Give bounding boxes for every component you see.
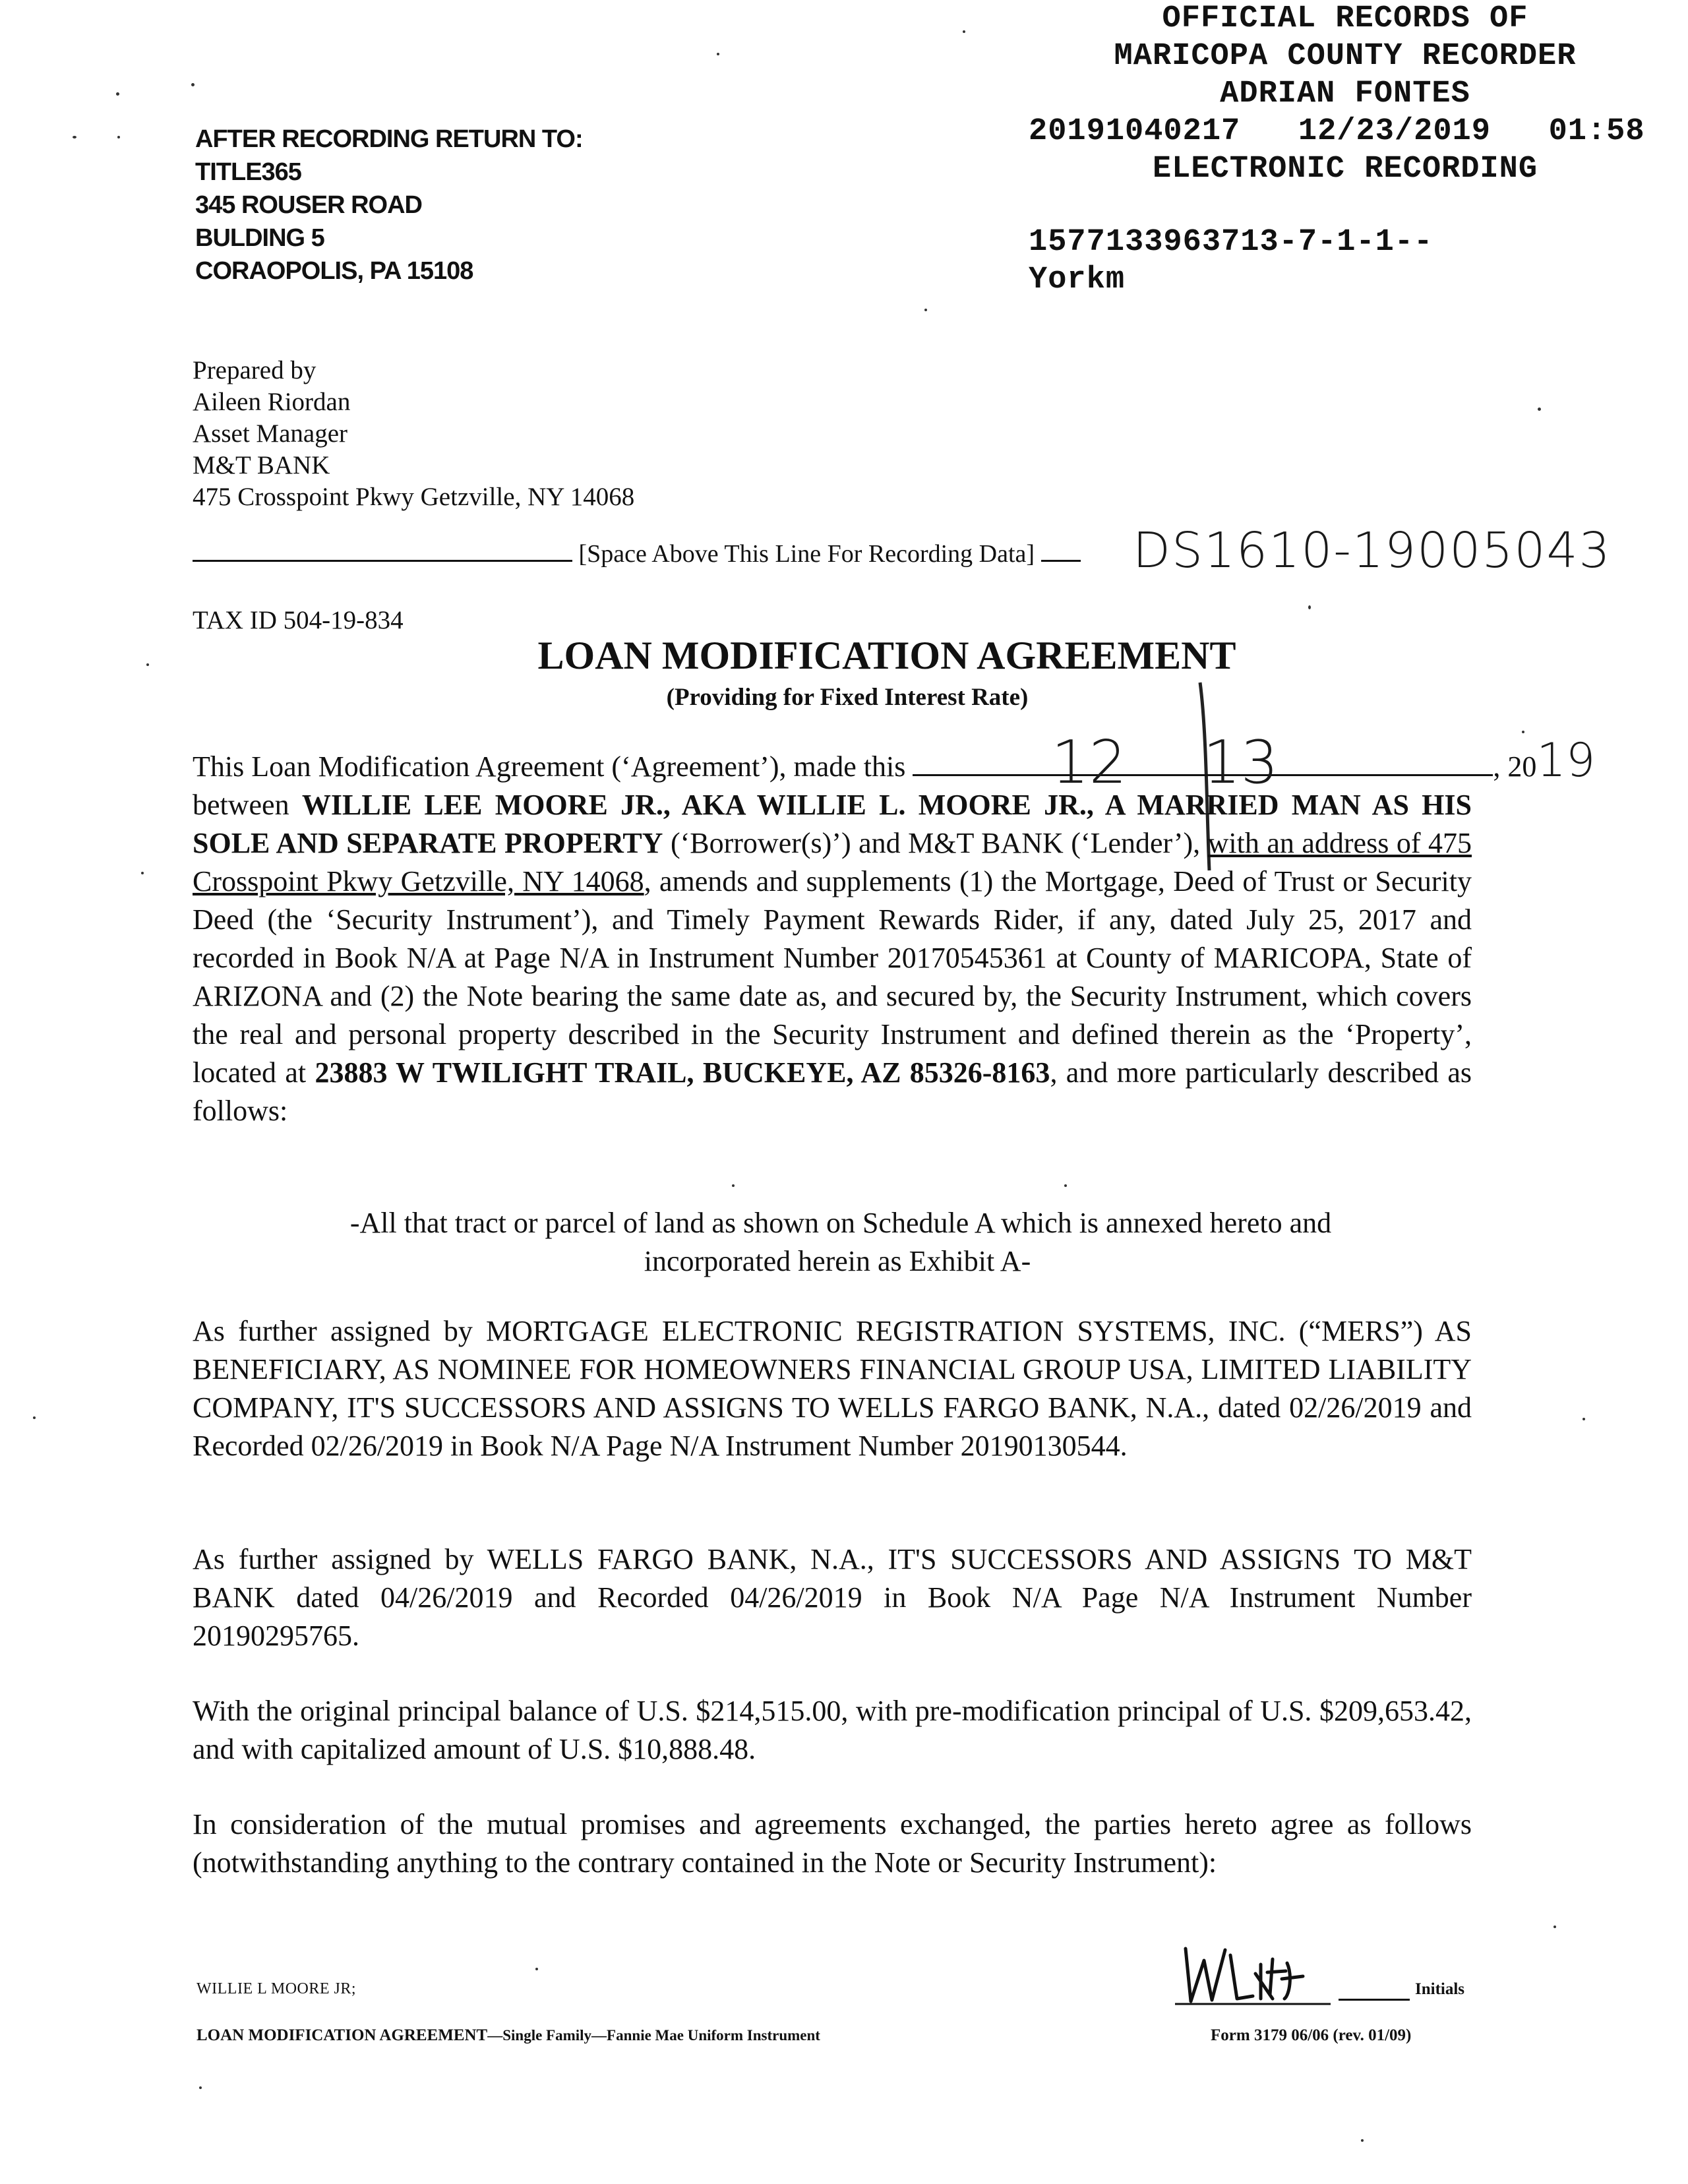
- initials-label: Initials: [1415, 1980, 1465, 1998]
- footer-form-title: [196, 2026, 820, 2045]
- return-line: BULDING 5: [195, 224, 324, 252]
- assignment-paragraph-mers: [193, 1312, 1472, 1465]
- recording-data-label: [Space Above This Line For Recording Data]: [578, 540, 1035, 568]
- assignment-paragraph-wells-fargo: [193, 1540, 1472, 1655]
- return-line: 345 ROUSER ROAD: [195, 191, 422, 219]
- prepared-line: Aileen Riordan: [193, 388, 351, 416]
- scan-speck: [199, 2086, 202, 2089]
- handwritten-day: 13: [1203, 728, 1279, 797]
- borrower-names: WILLIE LEE MOORE JR., AKA WILLIE L. MOORE JR., A MARRIED MAN AS HIS SOLE AND SEPARATE PROPERTY: [193, 789, 1472, 859]
- intro-paragraph: [193, 728, 1596, 1130]
- scan-speck: [717, 53, 719, 55]
- scan-speck: [141, 872, 144, 874]
- stamp-time: 01:58: [1548, 114, 1645, 149]
- paragraph-text: With the original principal balance of U.S. $214,515.00, with pre-modification principal of U.S. $209,653.42, and with capitalized amount of U.S. $10,888.48.: [193, 1695, 1472, 1765]
- scan-speck: [33, 1416, 36, 1419]
- handwritten-year: 19: [1536, 733, 1596, 787]
- principal-balance-paragraph: [193, 1692, 1472, 1769]
- handwritten-month: 12: [1051, 728, 1127, 797]
- scan-speck: [73, 136, 76, 138]
- prepared-heading: Prepared by: [193, 356, 316, 384]
- between-word: between: [193, 789, 289, 821]
- scan-speck: [191, 83, 195, 86]
- prepared-by-block: [193, 355, 634, 513]
- intro-lead: This Loan Modification Agreement (‘Agreement’), made this: [193, 750, 906, 783]
- legal-description: [0, 1204, 1688, 1281]
- stamp-line-2: MARICOPA COUNTY RECORDER: [1114, 39, 1577, 74]
- stamp-line-1: OFFICIAL RECORDS OF: [1162, 1, 1528, 36]
- footer-form-number: Form 3179 06/06 (rev. 01/09): [1211, 2026, 1412, 2044]
- legal-description-line-1: -All that tract or parcel of land as shown on Schedule A which is annexed hereto and: [349, 1207, 1332, 1239]
- scan-speck: [1553, 1926, 1556, 1928]
- return-address-block: [195, 123, 583, 288]
- year-prefix: , 20: [1493, 750, 1537, 783]
- rule-left: [193, 560, 572, 562]
- scan-speck: [1308, 605, 1311, 609]
- form-subtitle: —Single Family—Fannie Mae Uniform Instrument: [487, 2027, 820, 2044]
- handwritten-document-number: DS1610-19005043: [1133, 522, 1612, 579]
- stamp-line-4: [1029, 113, 1662, 150]
- recorder-stamp: [1029, 0, 1662, 299]
- rule-right: [1041, 560, 1081, 562]
- scan-speck: [1538, 408, 1541, 411]
- scan-speck: [146, 663, 149, 666]
- prepared-line: Asset Manager: [193, 419, 348, 448]
- consideration-paragraph: [193, 1805, 1472, 1882]
- scan-speck: [963, 30, 965, 33]
- return-heading: AFTER RECORDING RETURN TO:: [195, 125, 583, 153]
- scan-speck: [1582, 1418, 1585, 1420]
- return-line: CORAOPOLIS, PA 15108: [195, 257, 473, 285]
- scan-speck: [732, 1184, 735, 1187]
- scan-speck: [117, 136, 120, 138]
- prepared-line: 475 Crosspoint Pkwy Getzville, NY 14068: [193, 483, 635, 511]
- scan-speck: [535, 1968, 538, 1970]
- borrower-tag: (‘Borrower(s)’) and M&T BANK (‘Lender’),: [663, 827, 1208, 859]
- tax-id: TAX ID 504-19-834: [193, 606, 404, 634]
- property-address: 23883 W TWILIGHT TRAIL, BUCKEYE, AZ 85326-8163: [315, 1056, 1050, 1089]
- form-title: LOAN MODIFICATION AGREEMENT: [196, 2026, 488, 2044]
- stamp-date: 12/23/2019: [1298, 114, 1491, 149]
- scan-speck: [1361, 2139, 1364, 2142]
- footer-borrower-name: WILLIE L MOORE JR;: [196, 1980, 357, 1997]
- document-title: LOAN MODIFICATION AGREEMENT: [537, 634, 1236, 677]
- intro-body: , amends and supplements (1) the Mortgage, Deed of Trust or Security Deed (the ‘Security Instrument’), and Timely Payment Rewards Rider, if any, dated July 25, 2017 and recorded in Book N/A at Page N/A in Instrument Number 20170545361 at County of MARICOPA, State of ARIZONA and (2) the Note bearing the same date as, and secured by, the Security Instrument, which covers the real and personal property described in the Security Instrument and defined therein as the ‘Property’, located at: [193, 865, 1472, 1089]
- stamp-line-5: ELECTRONIC RECORDING: [1152, 152, 1538, 187]
- scan-speck: [1064, 1184, 1067, 1187]
- scan-speck: [1522, 731, 1524, 733]
- intro-tail: , and more particularly described as follows:: [193, 1056, 1472, 1127]
- lender-address: with an address of 475 Crosspoint Pkwy Getzville, NY 14068: [193, 827, 1472, 897]
- prepared-line: M&T BANK: [193, 451, 330, 479]
- date-blank: [913, 728, 1493, 797]
- return-line: TITLE365: [195, 158, 301, 186]
- document-subtitle: (Providing for Fixed Interest Rate): [666, 684, 1029, 711]
- legal-description-line-2: incorporated herein as Exhibit A-: [644, 1245, 1031, 1277]
- initials-signature: [1174, 1935, 1332, 2008]
- stamp-code: 1577133963713-7-1-1--: [1029, 225, 1433, 260]
- scan-speck: [116, 92, 119, 96]
- scan-speck: [924, 309, 927, 311]
- paragraph-text: As further assigned by MORTGAGE ELECTRONIC REGISTRATION SYSTEMS, INC. (“MERS”) AS BENEFICIARY, AS NOMINEE FOR HOMEOWNERS FINANCIAL GROUP USA, LIMITED LIABILITY COMPANY, IT'S SUCCESSORS AND ASSIGNS TO WELLS FARGO BANK, N.A., dated 02/26/2019 and Recorded 02/26/2019 in Book N/A Page N/A Instrument Number 20190130544.: [193, 1315, 1472, 1462]
- stamp-instrument-number: 20191040217: [1029, 114, 1241, 149]
- stamp-line-3: ADRIAN FONTES: [1220, 76, 1470, 111]
- stamp-user: Yorkm: [1029, 262, 1126, 297]
- paragraph-text: In consideration of the mutual promises and agreements exchanged, the parties hereto agree as follows (notwithstanding anything to the contrary contained in the Note or Security Instrument):: [193, 1808, 1472, 1879]
- paragraph-text: As further assigned by WELLS FARGO BANK, N.A., IT'S SUCCESSORS AND ASSIGNS TO M&T BANK dated 04/26/2019 and Recorded 04/26/2019 in Book N/A Page N/A Instrument Number 20190295765.: [193, 1543, 1472, 1652]
- initials-blank-line: [1339, 1999, 1410, 2001]
